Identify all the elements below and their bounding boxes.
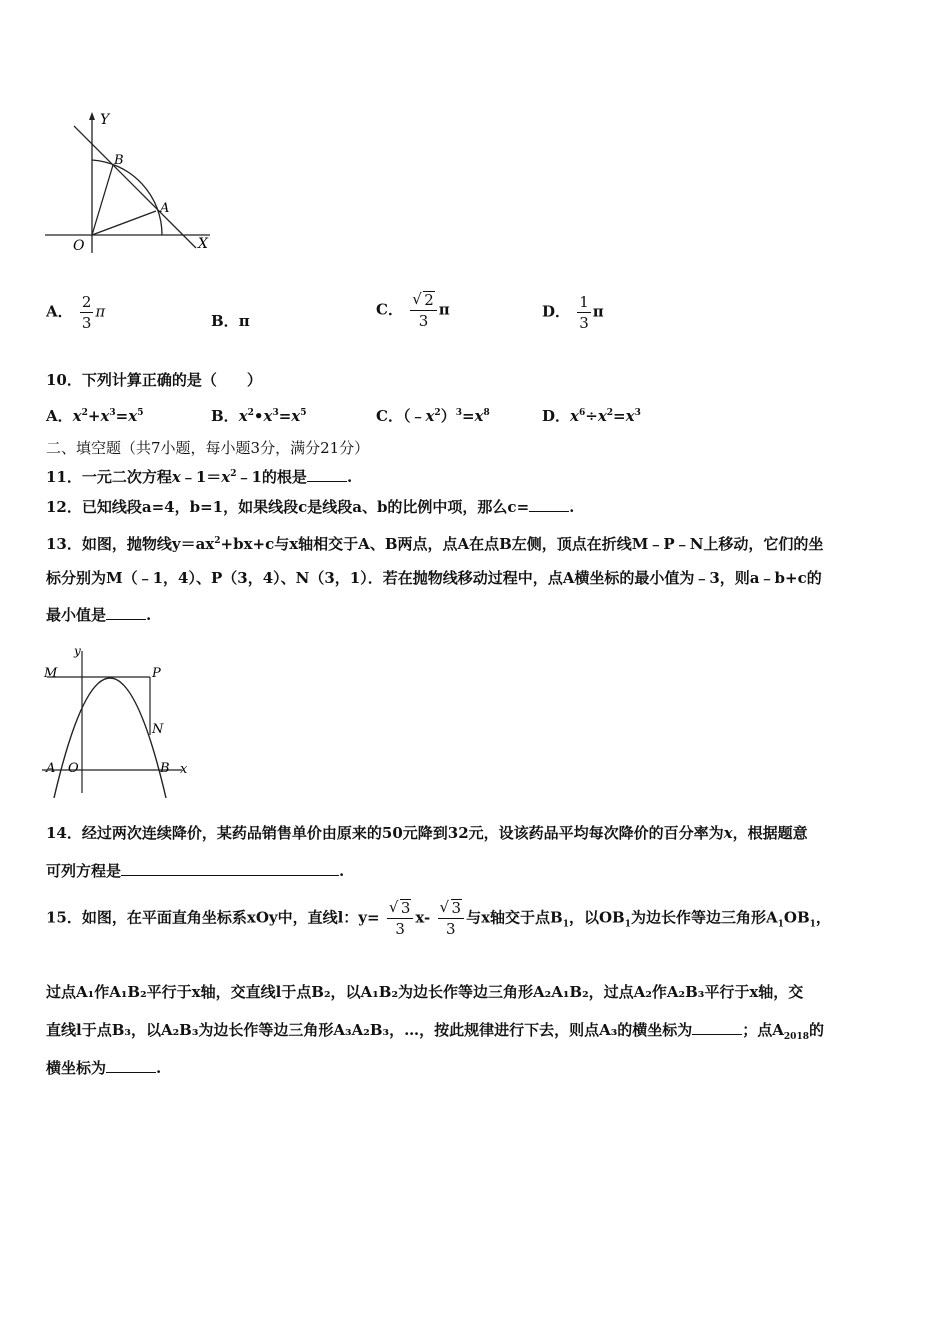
label-b: B [114,153,124,168]
q9-option-b: B．π [211,312,250,330]
q9-option-d: D． $\frac{1}{3}$ π [542,293,604,332]
q14-line2: 可列方程是 . [46,862,345,880]
figure-quarter-circle [40,108,220,258]
parabola [54,678,166,798]
label-x: X [198,236,208,252]
q14-line1: 14．经过两次连续降价，某药品销售单价由原来的50元降到32元，设该药品平均每次降价的百分率为x，根据题意 [46,824,808,842]
q9-option-c: C． √ 2 3 π [376,290,450,330]
label-o: O [73,238,85,254]
q13-line2: 标分别为M（﹣1，4）、P（3，4）、N（3，1）．若在抛物线移动过程中，点A横坐标的最小值为﹣3，则a﹣b+c的 [46,569,822,587]
segment-ob [92,165,113,235]
arc [92,160,162,235]
q10-option-c: C．$(﹣x^2)^3=x^8$ [376,407,490,425]
q10-option-b: B．$x^2•x^3=x^5$ [211,407,307,425]
label-y: y [74,644,81,658]
q10-stem: 10．下列计算正确的是（ ） [46,371,262,389]
y-axis-arrow [89,112,95,120]
label-a: A [160,201,170,216]
q15-line1: 15．如图，在平面直角坐标系xOy中，直线l：y= √ 3 3 x- √ 3 3 与x轴交于点$B_1$，以$OB_1$为边长作等边三角形$A_1OB_1$， [46,898,831,938]
q13-line3: 最小值是 . [46,606,152,624]
label-y: Y [100,112,110,128]
q15-line4: 横坐标为 . [46,1059,162,1077]
label-o: O [68,761,79,776]
q11: 11．一元二次方程$x﹣1=x^2﹣1$的根是 . [46,468,353,486]
label-n: N [152,722,164,737]
figure-parabola [42,643,197,800]
q9-option-a: A． $\frac{2}{3}$ π [46,293,106,332]
section-heading: 二、填空题（共7小题，每小题3分，满分21分） [46,439,370,457]
q15-line3: 直线l于点B₃，以A₂B₃为边长作等边三角形A₃A₂B₃，…，按此规律进行下去，则点A₃的横坐标为 ；点$A_{2018}$的 [46,1021,824,1042]
label-m: M [44,666,58,681]
q10-option-a: A．$x^2+x^3=x^5$ [46,407,144,425]
label-p: P [152,666,161,681]
segment-oa [92,211,156,235]
q12: 12．已知线段a=4，b=1，如果线段c是线段a、b的比例中项，那么c= . [46,498,575,516]
label-x: x [180,762,188,777]
q13-line1: 13．如图，抛物线$y=ax^2+bx+c$与x轴相交于A、B两点，点A在点B左侧，顶点在折线M﹣P﹣N上移动，它们的坐 [46,535,824,553]
label-a: A [46,761,56,776]
q10-option-d: D．$x^6\div x^2=x^3$ [542,407,641,425]
q15-line2: 过点A₁作A₁B₂平行于x轴，交直线l于点B₂，以A₁B₂为边长作等边三角形A₂A₁B₂，过点A₂作A₂B₃平行于x轴，交 [46,983,804,1001]
label-b: B [160,761,170,776]
